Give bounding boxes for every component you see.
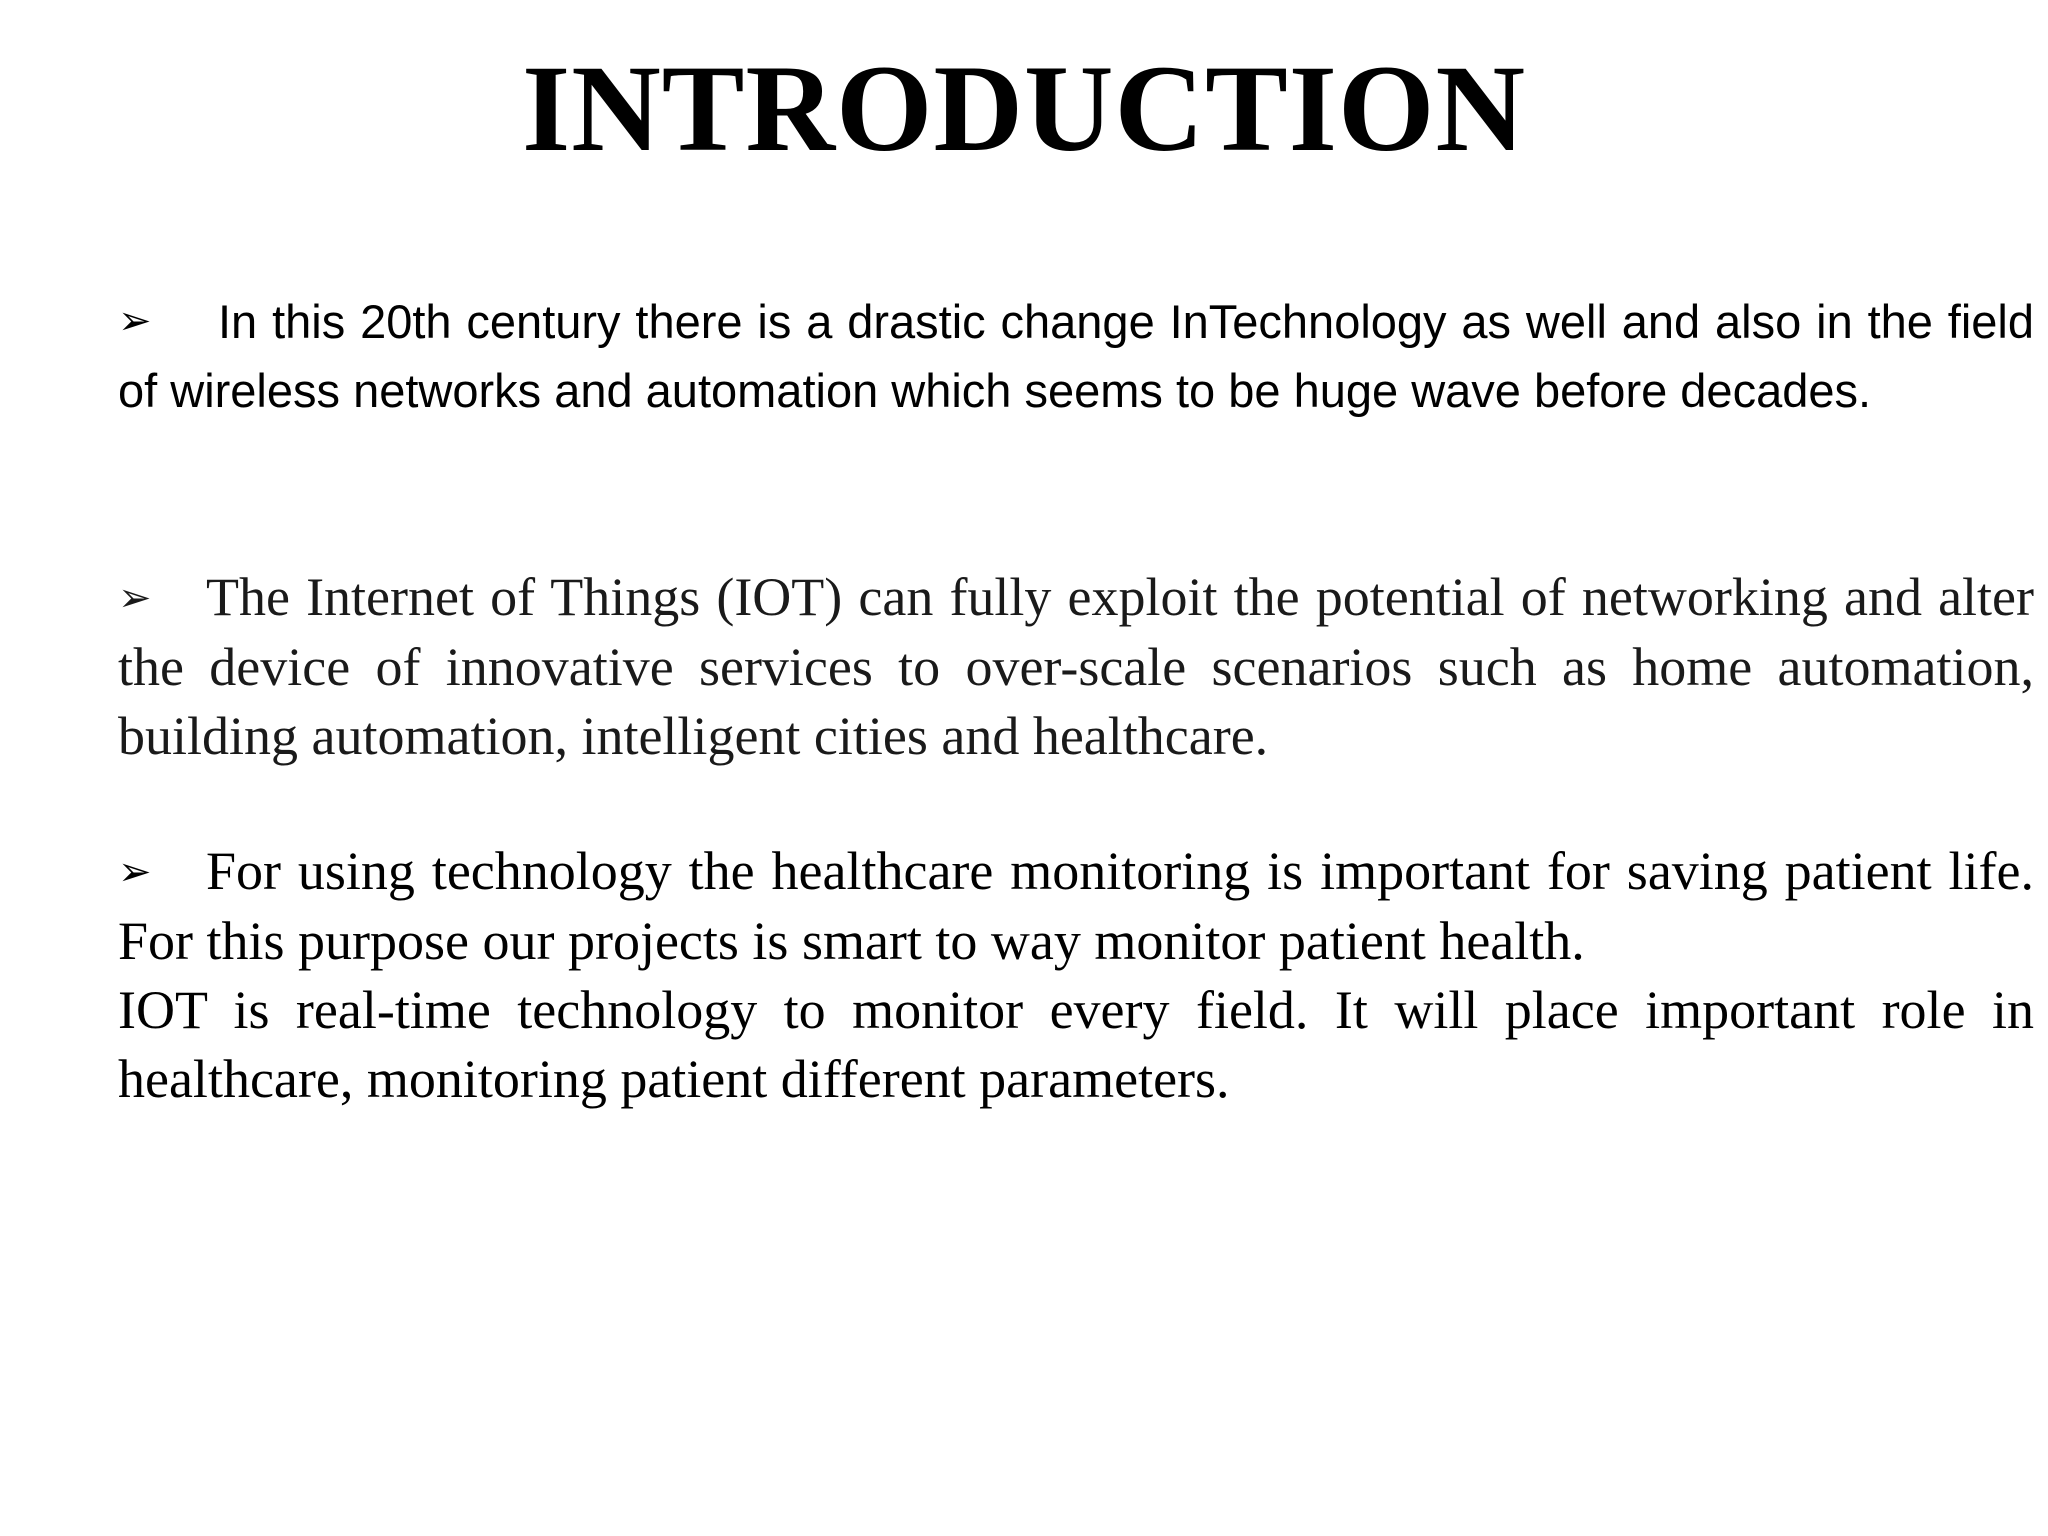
- arrowhead-bullet-icon: ➢: [118, 575, 152, 621]
- slide-title: INTRODUCTION: [521, 40, 1527, 177]
- paragraph-continuation: IOT is real-time technology to monitor every field. It will place important role in healthcare, monitoring patient different parameters.: [118, 980, 2034, 1109]
- paragraph-text: In this 20th century there is a drastic change InTechnology as well and also in the field of wireless networks and automation which seems to be huge wave before decades.: [118, 295, 2034, 417]
- paragraph-text: The Internet of Things (IOT) can fully exploit the potential of networking and alter the device of innovative services to over-scale scenarios such as home automation, building automation, intelligent cities and healthcare.: [118, 567, 2034, 766]
- paragraph-first-part: [118, 837, 2034, 976]
- arrowhead-bullet-icon: ➢: [118, 849, 152, 895]
- bullet-paragraph-1: [118, 287, 2034, 425]
- bullet-paragraph-2: [118, 563, 2034, 771]
- arrowhead-bullet-icon: ➢: [118, 298, 152, 344]
- paragraph-text: For using technology the healthcare monitoring is important for saving patient life. For this purpose our projects is smart to way monitor patient health.: [118, 841, 2034, 971]
- bullet-paragraph-3: [118, 837, 2034, 1114]
